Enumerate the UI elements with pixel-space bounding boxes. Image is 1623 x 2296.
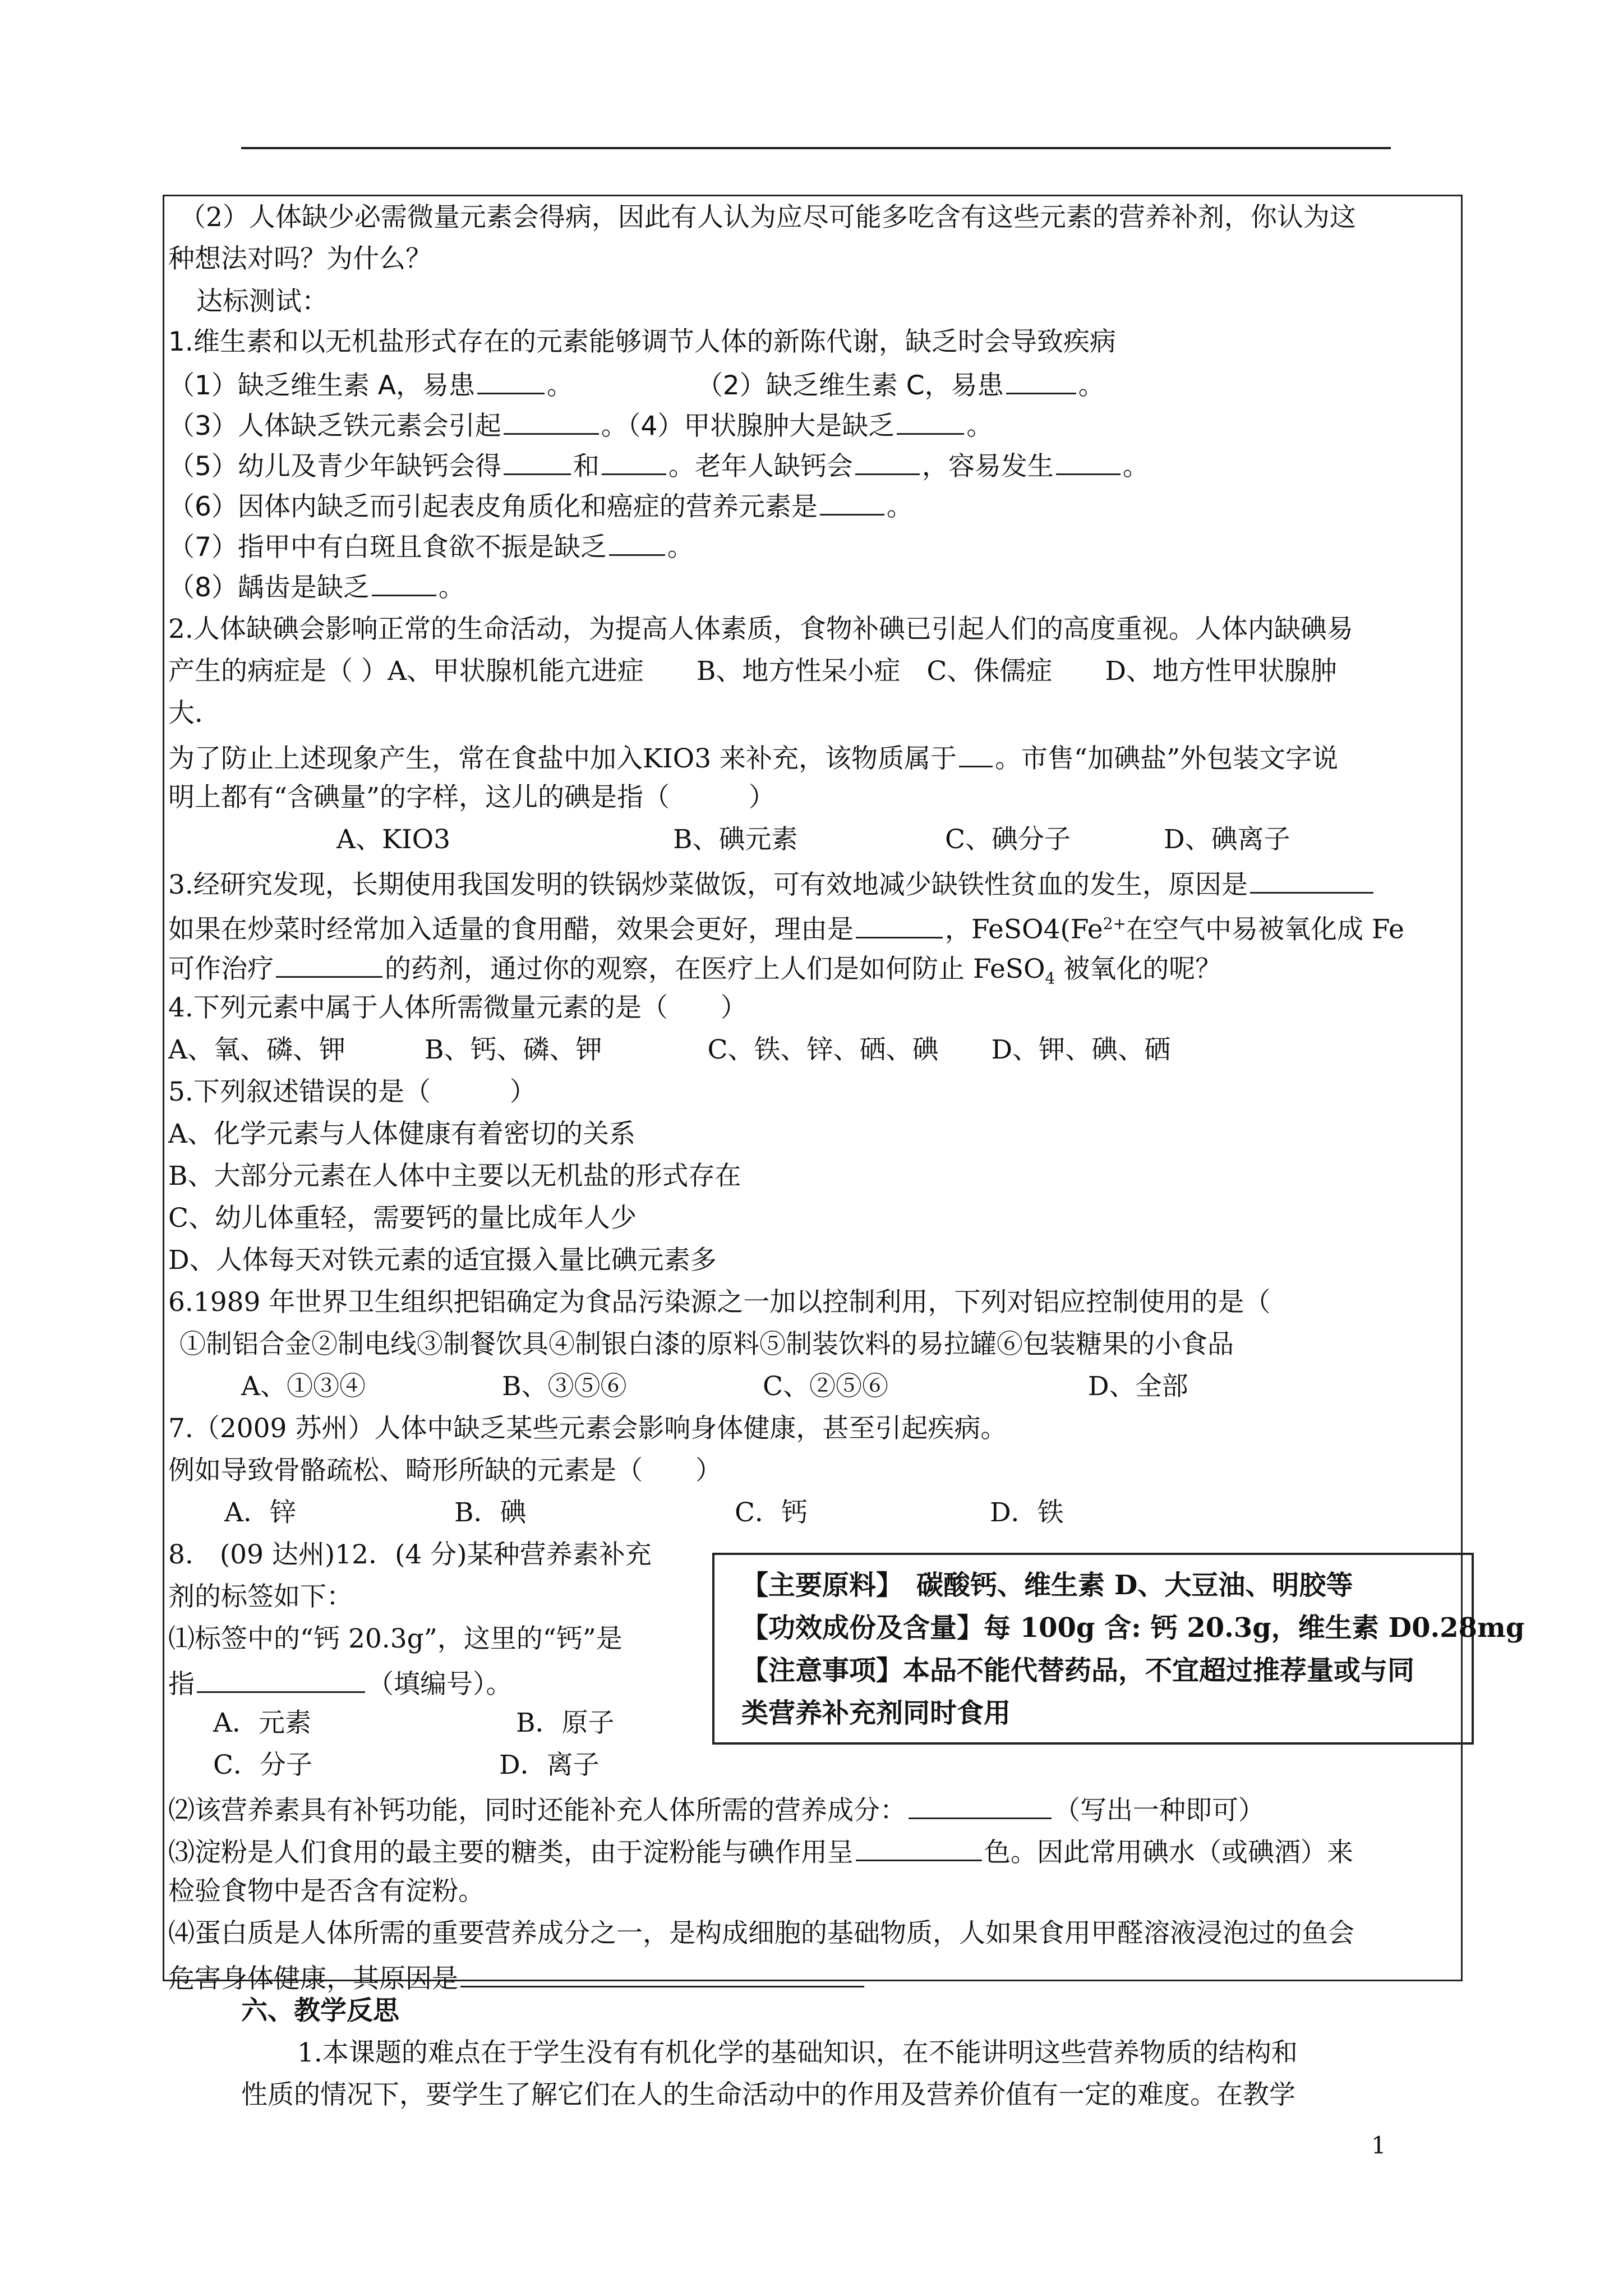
p1-item-5: （5）幼儿及青少年缺钙会得 和 。老年人缺钙会 ，容易发生 。 bbox=[168, 447, 1149, 484]
blank[interactable] bbox=[959, 739, 993, 767]
p5-option-d: D、人体每天对铁元素的适宜摄入量比碘元素多 bbox=[168, 1245, 717, 1276]
p1-item-1-2: （1）缺乏维生素 A，易患 。 （2）缺乏维生素 C，易患 。 bbox=[168, 366, 1105, 403]
q2-line-2: 种想法对吗？为什么？ bbox=[168, 243, 432, 274]
p2-option-c: C、碘分子 bbox=[945, 824, 1071, 855]
p2-option-b: B、碘元素 bbox=[673, 824, 798, 855]
p8-line-5: ⑵该营养素具有补钙功能，同时还能补充人体所需的营养成分： （写出一种即可） bbox=[168, 1791, 1265, 1828]
p1-item-8: （8）龋齿是缺乏 。 bbox=[168, 568, 465, 605]
label-content: 【功效成份及含量】每 100g 含: 钙 20.3g，维生素 D0.28mg bbox=[741, 1612, 1525, 1644]
p2-line-2: 产生的病症是（ ）A、甲状腺机能亢进症 B、地方性呆小症 C、侏儒症 D、地方性甲状腺肿 bbox=[168, 656, 1338, 687]
p8-line-3: ⑴标签中的“钙 20.3g”，这里的“钙”是 bbox=[168, 1623, 623, 1654]
p8-option-a: A．元素 bbox=[213, 1708, 311, 1738]
blank[interactable] bbox=[820, 487, 884, 516]
p5-option-c: C、幼儿体重轻，需要钙的量比成年人少 bbox=[168, 1203, 637, 1234]
blank[interactable] bbox=[504, 406, 599, 435]
blank[interactable] bbox=[856, 910, 943, 938]
p4-options: A、氧、磷、钾 B、钙、磷、钾 C、铁、锌、硒、碘 D、钾、碘、硒 bbox=[168, 1034, 1171, 1065]
page-number: 1 bbox=[1371, 2132, 1386, 2159]
p1-item-6: （6）因体内缺乏而引起表皮角质化和癌症的营养元素是 。 bbox=[168, 487, 913, 524]
p3-line-2: 如果在炒菜时经常加入适量的食用醋，效果会更好，理由是 ，$FeSO4(Fe^{2+}$在空气中易被氧化成 Fe bbox=[168, 907, 1404, 947]
blank[interactable] bbox=[909, 1791, 1052, 1819]
p7-question: 7.（2009 苏州）人体中缺乏某些元素会影响身体健康，甚至引起疾病。 bbox=[168, 1413, 1007, 1444]
reflection-heading: 六、教学反思 bbox=[241, 1995, 399, 2026]
p8-line-1: 8. (09 达州)12．(4 分)某种营养素补充 bbox=[168, 1539, 652, 1570]
blank[interactable] bbox=[855, 447, 920, 475]
blank[interactable] bbox=[504, 447, 571, 475]
p6-option-b: B、③⑤⑥ bbox=[502, 1371, 627, 1402]
p6-question: 6.1989 年世界卫生组织把铝确定为食品污染源之一加以控制利用，下列对铝应控制使用的是（ bbox=[168, 1287, 1271, 1318]
blank[interactable] bbox=[1250, 865, 1373, 894]
blank[interactable] bbox=[197, 1664, 365, 1693]
p8-line-6: ⑶淀粉是人们食用的最主要的糖类，由于淀粉能与碘作用呈 色。因此常用碘水（或碘酒）来 bbox=[168, 1833, 1353, 1870]
p7-option-b: B．碘 bbox=[454, 1497, 527, 1528]
p1-intro: 1.维生素和以无机盐形式存在的元素能够调节人体的新陈代谢，缺乏时会导致疾病 bbox=[168, 326, 1116, 357]
reflection-line-1: 1.本课题的难点在于学生没有有机化学的基础知识，在不能讲明这些营养物质的结构和 bbox=[297, 2037, 1298, 2068]
p2-option-d: D、碘离子 bbox=[1164, 824, 1290, 855]
p7-question-2: 例如导致骨骼疏松、畸形所缺的元素是（ ） bbox=[168, 1455, 722, 1486]
header-rule bbox=[241, 147, 1391, 149]
blank[interactable] bbox=[1056, 447, 1121, 475]
blank[interactable] bbox=[460, 1959, 864, 1987]
p2-line-5: 明上都有“含碘量”的字样，这儿的碘是指（ ） bbox=[168, 782, 776, 813]
p6-option-d: D、全部 bbox=[1088, 1371, 1188, 1402]
p8-option-b: B．原子 bbox=[516, 1708, 615, 1738]
label-notice: 【注意事项】本品不能代替药品，不宜超过推荐量或与同 bbox=[741, 1655, 1415, 1686]
blank[interactable] bbox=[602, 447, 666, 475]
p8-line-7: 检验食物中是否含有淀粉。 bbox=[168, 1876, 485, 1907]
p7-option-d: D．铁 bbox=[990, 1497, 1064, 1528]
blank[interactable] bbox=[477, 366, 545, 394]
p3-line-3: 可作治疗 的药剂，通过你的观察，在医疗上人们是如何防止 FeSO$_4$ 被氧化的呢？ bbox=[168, 949, 1221, 995]
p6-option-c: C、②⑤⑥ bbox=[763, 1371, 888, 1402]
p2-line-4: 为了防止上述现象产生，常在食盐中加入KIO3 来补充，该物质属于 。市售“加碘盐”外包装文字说 bbox=[168, 739, 1338, 776]
p6-option-a: A、①③④ bbox=[241, 1371, 366, 1402]
blank[interactable] bbox=[372, 568, 436, 596]
blank[interactable] bbox=[609, 527, 665, 556]
p8-option-c: C．分子 bbox=[213, 1750, 312, 1780]
p1-item-3-4: （3）人体缺乏铁元素会引起 。（4）甲状腺肿大是缺乏 。 bbox=[168, 406, 993, 443]
p7-option-c: C．钙 bbox=[735, 1497, 808, 1528]
p4-question: 4.下列元素中属于人体所需微量元素的是（ ） bbox=[168, 992, 747, 1023]
p3-line-1: 3.经研究发现，长期使用我国发明的铁锅炒菜做饭，可有效地减少缺铁性贫血的发生，原因是 bbox=[168, 865, 1376, 902]
blank[interactable] bbox=[897, 406, 964, 435]
p8-line-2: 剂的标签如下： bbox=[168, 1581, 353, 1612]
p8-line-9: 危害身体健康，其原因是 bbox=[168, 1959, 866, 1996]
p7-option-a: A．锌 bbox=[224, 1497, 296, 1528]
p5-option-b: B、大部分元素在人体中主要以无机盐的形式存在 bbox=[168, 1161, 741, 1191]
p5-question: 5.下列叙述错误的是（ ） bbox=[168, 1076, 536, 1107]
nutrition-label-box bbox=[712, 1553, 1525, 1745]
label-main-ingredients: 【主要原料】 碳酸钙、维生素 D、大豆油、明胶等 bbox=[741, 1570, 1353, 1601]
p8-line-8: ⑷蛋白质是人体所需的重要营养成分之一，是构成细胞的基础物质，人如果食用甲醛溶液浸泡过的鱼会 bbox=[168, 1918, 1354, 1949]
reflection-line-2: 性质的情况下，要学生了解它们在人的生命活动中的作用及营养价值有一定的难度。在教学 bbox=[241, 2079, 1295, 2110]
p1-item-7: （7）指甲中有白斑且食欲不振是缺乏 。 bbox=[168, 527, 694, 564]
blank[interactable] bbox=[1006, 366, 1076, 394]
p2-line-3: 大． bbox=[168, 698, 221, 729]
blank[interactable] bbox=[856, 1833, 982, 1861]
p6-items: ①制铝合金②制电线③制餐饮具④制银白漆的原料⑤制装饮料的易拉罐⑥包装糖果的小食品 bbox=[179, 1329, 1234, 1360]
p2-option-a: A、KIO3 bbox=[336, 824, 451, 855]
p2-line-1: 2.人体缺碘会影响正常的生命活动，为提高人体素质，食物补碘已引起人们的高度重视。人体内缺碘易 bbox=[168, 614, 1353, 645]
p8-line-4: 指 （填编号）。 bbox=[168, 1664, 513, 1701]
q2-line-1: （2）人体缺少必需微量元素会得病，因此有人认为应尽可能多吃含有这些元素的营养补剂，你认为这 bbox=[179, 202, 1356, 233]
p8-option-d: D．离子 bbox=[499, 1750, 600, 1780]
p5-option-a: A、化学元素与人体健康有着密切的关系 bbox=[168, 1119, 635, 1149]
test-title: 达标测试： bbox=[196, 286, 328, 317]
label-notice-cont: 类营养补充剂同时食用 bbox=[741, 1697, 1011, 1729]
blank[interactable] bbox=[276, 949, 382, 978]
